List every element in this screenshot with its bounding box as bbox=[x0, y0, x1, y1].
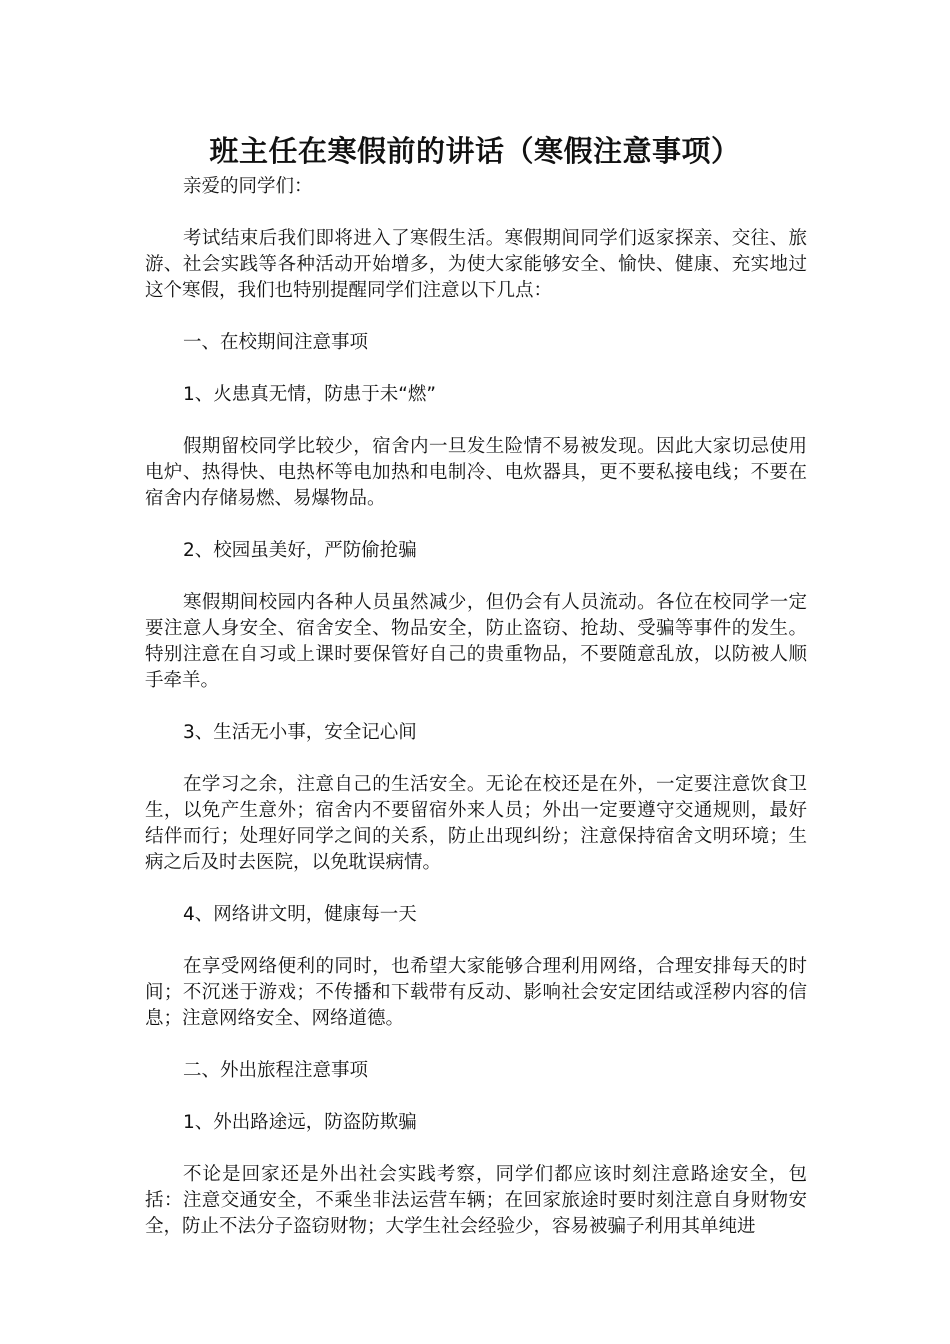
section-1-item-1-body: 假期留校同学比较少，宿舍内一旦发生险情不易被发现。因此大家切忌使用电炉、热得快、电热杯等电加热和电制冷、电炊器具，更不要私接电线；不要在宿舍内存储易燃、易爆物品。 bbox=[145, 436, 807, 509]
intro-paragraph: 考试结束后我们即将进入了寒假生活。寒假期间同学们返家探亲、交往、旅游、社会实践等各种活动开始增多，为使大家能够安全、愉快、健康、充实地过这个寒假，我们也特别提醒同学们注意以下几点： bbox=[145, 228, 807, 301]
section-1-item-2-heading: 2、校园虽美好，严防偷抢骗 bbox=[183, 540, 417, 561]
section-1-item-3-heading: 3、生活无小事，安全记心间 bbox=[183, 722, 417, 743]
section-1-item-4-heading: 4、网络讲文明，健康每一天 bbox=[183, 904, 417, 925]
greeting: 亲爱的同学们： bbox=[183, 176, 313, 197]
section-1-item-1-heading: 1、火患真无情，防患于未“燃” bbox=[183, 384, 436, 405]
section-1-item-4-body: 在享受网络便利的同时，也希望大家能够合理利用网络，合理安排每天的时间；不沉迷于游戏；不传播和下载带有反动、影响社会安定团结或淫秽内容的信息；注意网络安全、网络道德。 bbox=[145, 956, 807, 1029]
document-title: 班主任在寒假前的讲话（寒假注意事项） bbox=[209, 134, 741, 168]
section-2-item-1-heading: 1、外出路途远，防盗防欺骗 bbox=[183, 1112, 417, 1133]
section-1-item-3-body: 在学习之余，注意自己的生活安全。无论在校还是在外，一定要注意饮食卫生，以免产生意外；宿舍内不要留宿外来人员；外出一定要遵守交通规则，最好结伴而行；处理好同学之间的关系，防止出现纠纷；注意保持宿舍文明环境；生病之后及时去医院，以免耽误病情。 bbox=[145, 774, 807, 873]
section-2-heading: 二、外出旅程注意事项 bbox=[183, 1060, 369, 1081]
document-body bbox=[145, 174, 807, 1266]
section-1-heading: 一、在校期间注意事项 bbox=[183, 332, 369, 353]
section-1-item-2-body: 寒假期间校园内各种人员虽然减少，但仍会有人员流动。各位在校同学一定要注意人身安全、宿舍安全、物品安全，防止盗窃、抢劫、受骗等事件的发生。特别注意在自习或上课时要保管好自己的贵重物品，不要随意乱放，以防被人顺手牵羊。 bbox=[145, 592, 807, 691]
section-2-item-1-body: 不论是回家还是外出社会实践考察，同学们都应该时刻注意路途安全，包括：注意交通安全，不乘坐非法运营车辆；在回家旅途时要时刻注意自身财物安全，防止不法分子盗窃财物；大学生社会经验少，容易被骗子利用其单纯进 bbox=[145, 1164, 807, 1237]
